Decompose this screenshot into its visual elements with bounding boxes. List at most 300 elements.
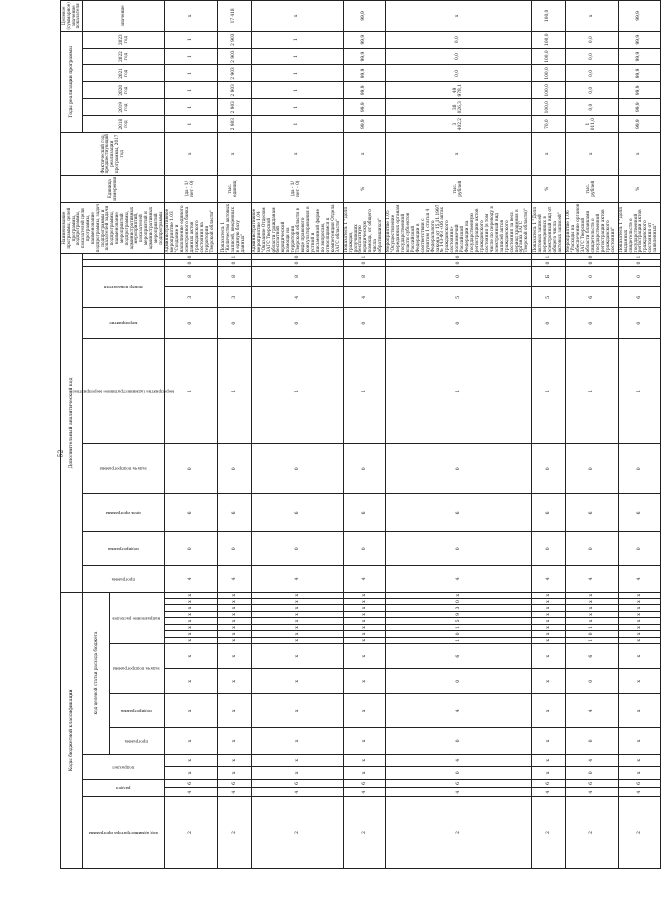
budget-code-cell: x (251, 598, 343, 604)
budget-code-cell: x (618, 728, 661, 754)
budget-code-cell: x (343, 754, 386, 767)
analytic-code-cell: 0 (251, 260, 343, 266)
analytic-code-cell: 6 (386, 494, 532, 532)
budget-code-cell: x (165, 611, 217, 617)
budget-code-cell: x (165, 644, 217, 669)
analytic-code-cell: 0 (343, 260, 386, 266)
budget-code-cell: x (343, 605, 386, 611)
row-fact: x (532, 133, 566, 176)
budget-code-cell: x (251, 611, 343, 617)
row-value-2018: 99,9 (618, 116, 661, 133)
analytic-code-cell: 0 (386, 260, 532, 266)
budget-code-cell: 3 (386, 605, 532, 611)
analytic-code-cell: 0 (217, 444, 251, 494)
budget-code-cell: 0 (566, 728, 618, 754)
budget-code-cell: 5 (386, 618, 532, 624)
analytic-code-cell: 0 (165, 532, 217, 566)
analytic-code-cell: 0 (343, 308, 386, 339)
row-value-2021: 100,0 (532, 65, 566, 82)
goal-header: цель программы (83, 494, 165, 532)
analytic-code-cell: 4 (618, 566, 661, 592)
expense-code-header: код целевой статьи расхода бюджета (83, 592, 110, 754)
budget-code-cell: x (165, 624, 217, 630)
analytic-code-cell: 1 (386, 339, 532, 444)
analytic-code-cell: 0 (566, 266, 618, 287)
row-name: Административное мероприятие 1.03 "Создание и наполнение единого электронного банка данных актов гражданского состояния на территории Тверской области" (165, 202, 217, 254)
row-fact: x (343, 133, 386, 176)
admin-measure-header: мероприятие (административное мероприятие) (83, 339, 165, 444)
budget-code-cell: x (343, 644, 386, 669)
table-row (618, 1, 661, 869)
year-2019-header: 2019 год (83, 99, 165, 116)
row-value-2020: 1 (165, 82, 217, 99)
analytic-code-cell: 1 (343, 254, 386, 260)
row-value-2022: 1 (251, 48, 343, 65)
budget-code-cell: x (217, 694, 251, 728)
row-target: x (566, 1, 618, 32)
budget-code-cell: 2 (532, 797, 566, 869)
year-2022-header: 2022 год (83, 48, 165, 65)
budget-code-cell: 1 (386, 624, 532, 630)
analytic-code-cell: 0 (251, 308, 343, 339)
analytic-code-cell: 6 (566, 287, 618, 308)
budget-code-cell: x (165, 669, 217, 694)
analytic-subprogram-header: подпрограмма (83, 532, 165, 566)
row-value-2021: 99,9 (618, 65, 661, 82)
budget-code-cell: x (251, 605, 343, 611)
row-value-2022: 1 (165, 48, 217, 65)
row-fact: x (217, 133, 251, 176)
budget-code-cell: x (566, 611, 618, 617)
budget-code-cell: x (532, 637, 566, 643)
analytic-code-cell: 4 (165, 566, 217, 592)
analytic-code-cell: 0 (566, 254, 618, 260)
row-target: 99,9 (618, 1, 661, 32)
analytic-code-cell: 0 (386, 254, 532, 260)
budget-code-cell: x (165, 631, 217, 637)
task-subprogram-header: задача подпрограммы (110, 644, 165, 694)
row-target: 17 418 (217, 1, 251, 32)
year-2020-header: 2020 год (83, 82, 165, 99)
budget-code-cell: 4 (532, 788, 566, 797)
row-value-2020: 1 (251, 82, 343, 99)
budget-code-cell: x (251, 637, 343, 643)
budget-code-cell: 6 (251, 779, 343, 788)
analytic-code-cell: Б (532, 266, 566, 287)
budget-code-cell: 4 (251, 788, 343, 797)
budget-code-cell: 2 (386, 797, 532, 869)
analytic-code-cell: 1 (217, 254, 251, 260)
budget-code-cell: 1 (566, 637, 618, 643)
budget-code-cell: x (251, 618, 343, 624)
row-value-2020: 0,0 (566, 82, 618, 99)
analytic-code-cell: 8 (165, 266, 217, 287)
budget-code-cell: 6 (618, 779, 661, 788)
row-unit: тыс. рублей (566, 175, 618, 202)
budget-code-cell: 4 (386, 754, 532, 767)
row-target: x (165, 1, 217, 32)
budget-code-cell: x (618, 669, 661, 694)
budget-code-cell: x (532, 644, 566, 669)
analytic-code-cell: 6 (532, 494, 566, 532)
analytic-code-cell: 5 (386, 287, 532, 308)
budget-code-cell: x (251, 669, 343, 694)
analytic-code-cell: 0 (251, 532, 343, 566)
target-sub-header: значение (83, 1, 165, 32)
row-value-2020: 49 978,1 (386, 82, 532, 99)
row-value-2021: 1 (165, 65, 217, 82)
analytic-code-cell: 0 (566, 308, 618, 339)
analytic-code-cell: 0 (343, 444, 386, 494)
analytic-code-cell: 0 (251, 444, 343, 494)
row-value-2023: 0,0 (386, 31, 532, 48)
budget-code-cell: x (343, 728, 386, 754)
analytic-code-cell: 4 (566, 566, 618, 592)
row-value-2018: 2 903 (217, 116, 251, 133)
analytic-code-cell: 0 (618, 260, 661, 266)
row-unit: % (343, 175, 386, 202)
analytic-code-cell: 6 (217, 494, 251, 532)
budget-code-cell: x (165, 754, 217, 767)
analytic-code-cell: 1 (566, 339, 618, 444)
budget-code-cell: x (251, 767, 343, 780)
program-table (60, 0, 661, 869)
analytic-code-cell: 6 (618, 494, 661, 532)
budget-code-cell: x (343, 592, 386, 598)
budget-code-cell: 0 (386, 669, 532, 694)
row-name: Мероприятие 1.05 "Осуществление переданных органам государственной власти субъектов Российской Федерации в соответствии с пунктом 1 статьи 4 Федерального закона от 15.11.1997 № 143-ФЗ «Об актах гражданского состояния» полномочий Российской Федерации на государственную регистрацию актов гражданского состояния (в том числе по переводу в электронный вид записей актов гражданского состояния за весь период хранения в органах ЗАГС Тверской области)" (386, 202, 532, 254)
budget-code-cell: x (343, 767, 386, 780)
budget-code-cell: x (532, 669, 566, 694)
budget-code-cell: 6 (217, 779, 251, 788)
analytic-code-cell: 1 (251, 339, 343, 444)
budget-code-cell: x (618, 637, 661, 643)
analytic-code-cell: 4 (217, 566, 251, 592)
budget-code-cell: 4 (386, 788, 532, 797)
analytic-code-cell: 0 (532, 444, 566, 494)
analytic-code-cell: 1 (532, 339, 566, 444)
budget-code-cell: x (217, 644, 251, 669)
expense-direction-header: направление расходов (110, 592, 165, 644)
budget-code-cell: x (618, 754, 661, 767)
row-value-2020: 100,0 (532, 82, 566, 99)
row-value-2020: 99,9 (343, 82, 386, 99)
budget-code-cell: 2 (217, 797, 251, 869)
row-fact: x (251, 133, 343, 176)
budget-code-cell: 6 (566, 779, 618, 788)
budget-code-cell: x (217, 611, 251, 617)
row-unit: % (532, 175, 566, 202)
row-target: 100,0 (532, 1, 566, 32)
budget-code-cell: x (532, 754, 566, 767)
budget-code-cell: 4 (217, 788, 251, 797)
row-value-2022: 2 903 (217, 48, 251, 65)
analytic-code-cell: 8 (343, 266, 386, 287)
budget-code-cell: x (532, 598, 566, 604)
budget-class-header: Коды бюджетной классификации (61, 592, 83, 868)
table-body (165, 1, 661, 869)
analytic-code-header: Дополнительный аналитический код (61, 254, 83, 592)
budget-code-cell: x (217, 728, 251, 754)
budget-code-cell: 0 (386, 728, 532, 754)
analytic-code-cell: 0 (217, 532, 251, 566)
row-value-2022: 100,0 (532, 48, 566, 65)
analytic-code-cell: 0 (566, 444, 618, 494)
row-value-2023: 99,9 (618, 31, 661, 48)
analytic-code-cell: 0 (343, 532, 386, 566)
analytic-code-cell: 6 (165, 494, 217, 532)
row-name: Административное мероприятие 1.04 "Оказание Отделом ЗАГС Тверской области гражданам бесплатной юридической помощи на территории Тверской области в виде правового консультирования в устной и письменной форме по вопросам, относящимся к компетенции Отдела ЗАГС области" (251, 202, 343, 254)
budget-code-cell: x (217, 592, 251, 598)
analytic-code-cell: 0 (566, 532, 618, 566)
analytic-code-cell: 4 (343, 287, 386, 308)
budget-code-cell: 0 (566, 767, 618, 780)
budget-code-cell: x (618, 611, 661, 617)
budget-code-cell: 2 (343, 797, 386, 869)
row-unit: (да - 1/ нет - 0) (251, 175, 343, 202)
row-value-2022: 0,0 (566, 48, 618, 65)
row-unit: тыс. рублей (386, 175, 532, 202)
row-fact: x (386, 133, 532, 176)
target-column-header: Целевое (суммарное) значение показателя (61, 1, 83, 32)
row-value-2018: 3 402,2 (386, 116, 532, 133)
row-value-2022: 0,0 (386, 48, 532, 65)
row-value-2023: 1 (165, 31, 217, 48)
analytic-code-cell: 6 (618, 287, 661, 308)
row-value-2021: 1 (251, 65, 343, 82)
name-column-header: Наименование программы, целей программы, подпрограммы, показателей цели программы, наименование подпрограммы, задач подпрограммы и показателей задачи подпрограммы, наименование мероприятий подпрограммы, административных мероприятий, показателей мероприятий и административных мероприятий подпрограммы (61, 202, 165, 254)
analytic-code-cell: 0 (532, 308, 566, 339)
budget-code-cell: 2 (566, 797, 618, 869)
row-value-2019: 0,0 (566, 99, 618, 116)
budget-code-cell: x (386, 592, 532, 598)
budget-code-cell: x (618, 631, 661, 637)
budget-code-cell: x (165, 605, 217, 611)
budget-code-cell: x (618, 767, 661, 780)
budget-code-cell: 4 (343, 788, 386, 797)
analytic-program-header: программа (83, 566, 165, 592)
indicator-extra-header-2 (83, 254, 165, 260)
section-header: раздел (83, 779, 165, 797)
row-value-2019: 38 026,3 (386, 99, 532, 116)
budget-code-cell: 1 (386, 637, 532, 643)
row-value-2018: 1 011,0 (566, 116, 618, 133)
budget-code-cell: x (618, 694, 661, 728)
budget-code-cell: x (343, 624, 386, 630)
budget-code-cell: 1 (566, 624, 618, 630)
analytic-code-cell: 8 (251, 266, 343, 287)
analytic-code-cell: 0 (566, 260, 618, 266)
analytic-code-cell: 0 (532, 260, 566, 266)
budget-code-cell: x (343, 611, 386, 617)
budget-code-cell: x (251, 631, 343, 637)
budget-code-cell: x (165, 598, 217, 604)
analytic-code-cell: 1 (618, 339, 661, 444)
budget-code-cell: x (251, 592, 343, 598)
program-header: программа (110, 728, 165, 754)
row-value-2018: 70,0 (532, 116, 566, 133)
budget-code-cell: x (217, 669, 251, 694)
row-value-2018: 1 (165, 116, 217, 133)
budget-code-cell: x (217, 624, 251, 630)
budget-code-cell: 2 (165, 797, 217, 869)
analytic-code-cell: 0 (217, 308, 251, 339)
row-unit: тыс. единиц (217, 175, 251, 202)
analytic-code-cell: 0 (165, 308, 217, 339)
budget-code-cell: x (532, 694, 566, 728)
analytic-code-cell: 3 (217, 287, 251, 308)
budget-code-cell: x (618, 598, 661, 604)
analytic-code-cell: 6 (251, 494, 343, 532)
budget-code-cell: 9 (386, 611, 532, 617)
table-row (251, 1, 343, 869)
budget-code-cell: x (566, 592, 618, 598)
budget-code-cell: x (532, 624, 566, 630)
budget-code-cell: x (217, 767, 251, 780)
row-unit: (да - 1/ нет - 0) (165, 175, 217, 202)
row-value-2023: 1 (251, 31, 343, 48)
row-target: 99,9 (343, 1, 386, 32)
budget-code-cell: x (165, 592, 217, 598)
budget-code-cell: 0 (386, 598, 532, 604)
budget-code-cell: x (532, 605, 566, 611)
row-name: Показатель 1 "Доля граждан, получивших бесплатную юридическую помощь, от общего числа обратившихся" (343, 202, 386, 254)
subsection-header: подраздел (83, 754, 165, 779)
analytic-code-cell: 1 (532, 254, 566, 260)
budget-code-cell: x (165, 637, 217, 643)
analytic-code-cell: 0 (618, 444, 661, 494)
budget-code-cell: 6 (386, 779, 532, 788)
subprogram-header: подпрограмма (110, 694, 165, 728)
budget-code-cell: 4 (165, 788, 217, 797)
indicator-extra-header (83, 260, 165, 266)
row-value-2023: 99,9 (343, 31, 386, 48)
indicator-number-header: номер показателя (83, 266, 165, 308)
row-value-2019: 1 (251, 99, 343, 116)
row-value-2022: 99,9 (618, 48, 661, 65)
row-value-2021: 0,0 (566, 65, 618, 82)
budget-code-cell: 2 (618, 797, 661, 869)
analytic-code-cell: 3 (165, 287, 217, 308)
row-value-2019: 100,0 (532, 99, 566, 116)
budget-code-cell: x (532, 592, 566, 598)
budget-code-cell: 4 (618, 788, 661, 797)
table-row (165, 1, 217, 869)
years-group-header: Годы реализации программы (61, 31, 83, 132)
page-number: 52 (57, 449, 65, 458)
row-value-2021: 0,0 (386, 65, 532, 82)
analytic-code-cell: 1 (217, 339, 251, 444)
row-value-2023: 0,0 (566, 31, 618, 48)
analytic-code-cell: 5 (532, 287, 566, 308)
budget-code-cell: x (566, 618, 618, 624)
budget-code-cell: x (251, 728, 343, 754)
budget-code-cell: x (532, 728, 566, 754)
unit-column-header: Единица измерения (61, 175, 165, 202)
table-row (532, 1, 566, 869)
budget-code-cell: x (618, 592, 661, 598)
table-row (566, 1, 618, 869)
budget-code-cell: x (165, 728, 217, 754)
analytic-code-cell: 0 (386, 444, 532, 494)
budget-code-cell: x (618, 624, 661, 630)
budget-code-cell: x (532, 611, 566, 617)
budget-code-cell: x (343, 598, 386, 604)
analytic-code-cell: 0 (618, 266, 661, 287)
row-value-2018: 1 (251, 116, 343, 133)
budget-code-cell: x (217, 598, 251, 604)
analytic-code-cell: 8 (217, 266, 251, 287)
budget-code-cell: x (343, 637, 386, 643)
budget-code-cell: x (165, 694, 217, 728)
analytic-code-cell: 4 (386, 566, 532, 592)
row-target: x (251, 1, 343, 32)
analytic-code-cell: 6 (343, 494, 386, 532)
row-name: Показатель 1 "Доля актовых записей переведенных в электронный вид от общего числа актовых записей" (532, 202, 566, 254)
year-2021-header: 2021 год (83, 65, 165, 82)
fact-column-header: Фактический год, предшествующий реализации программы, 2017 год (61, 133, 165, 176)
budget-code-cell: x (343, 669, 386, 694)
budget-code-cell: 0 (386, 767, 532, 780)
budget-code-cell: x (343, 631, 386, 637)
budget-code-cell: x (251, 694, 343, 728)
budget-code-cell: x (566, 605, 618, 611)
budget-code-cell: 2 (251, 797, 343, 869)
row-value-2019: 2 903 (217, 99, 251, 116)
analytic-code-cell: 1 (618, 254, 661, 260)
analytic-code-cell: 4 (343, 566, 386, 592)
row-name: Показатель 1 "Доля выданных свидетельств о государственной регистрации актов гражданского состояния от заявленных" (618, 202, 661, 254)
row-value-2020: 2 903 (217, 82, 251, 99)
analytic-code-cell: 4 (251, 287, 343, 308)
budget-code-cell: x (566, 598, 618, 604)
analytic-code-cell: 1 (165, 339, 217, 444)
row-fact: x (165, 133, 217, 176)
budget-code-cell: 6 (566, 644, 618, 669)
row-name: Мероприятие 1.06 "Расходы на обеспечение органов ЗАГС Тверской области бланками свидетельств о государственной регистрации актов гражданского состояния" (566, 202, 618, 254)
analytic-code-cell: 0 (386, 266, 532, 287)
budget-code-cell: 0 (386, 631, 532, 637)
analytic-code-cell: 0 (532, 532, 566, 566)
budget-code-cell: x (251, 624, 343, 630)
table-row (386, 1, 532, 869)
budget-code-cell: 4 (566, 754, 618, 767)
row-value-2022: 99,9 (343, 48, 386, 65)
budget-code-cell: x (343, 618, 386, 624)
budget-code-cell: x (251, 754, 343, 767)
row-target: x (386, 1, 532, 32)
row-value-2019: 99,9 (343, 99, 386, 116)
task-header: задача подпрограммы (83, 444, 165, 494)
analytic-code-cell: 0 (618, 308, 661, 339)
budget-code-cell: x (217, 618, 251, 624)
row-fact: x (566, 133, 618, 176)
budget-code-cell: 6 (386, 644, 532, 669)
row-name: Показатель 1 "Количество актовых записей, введенных в единую базу данных" (217, 202, 251, 254)
admin-code-header: код администратора программы (83, 797, 165, 869)
analytic-code-cell: 0 (386, 532, 532, 566)
row-unit: % (618, 175, 661, 202)
table-row (343, 1, 386, 869)
measure-header: мероприятие (83, 308, 165, 339)
budget-code-cell: x (343, 694, 386, 728)
row-value-2021: 99,9 (343, 65, 386, 82)
budget-code-cell: x (217, 631, 251, 637)
row-fact: x (618, 133, 661, 176)
analytic-code-cell: 4 (251, 566, 343, 592)
row-value-2018: 99,9 (343, 116, 386, 133)
budget-code-cell: x (165, 618, 217, 624)
